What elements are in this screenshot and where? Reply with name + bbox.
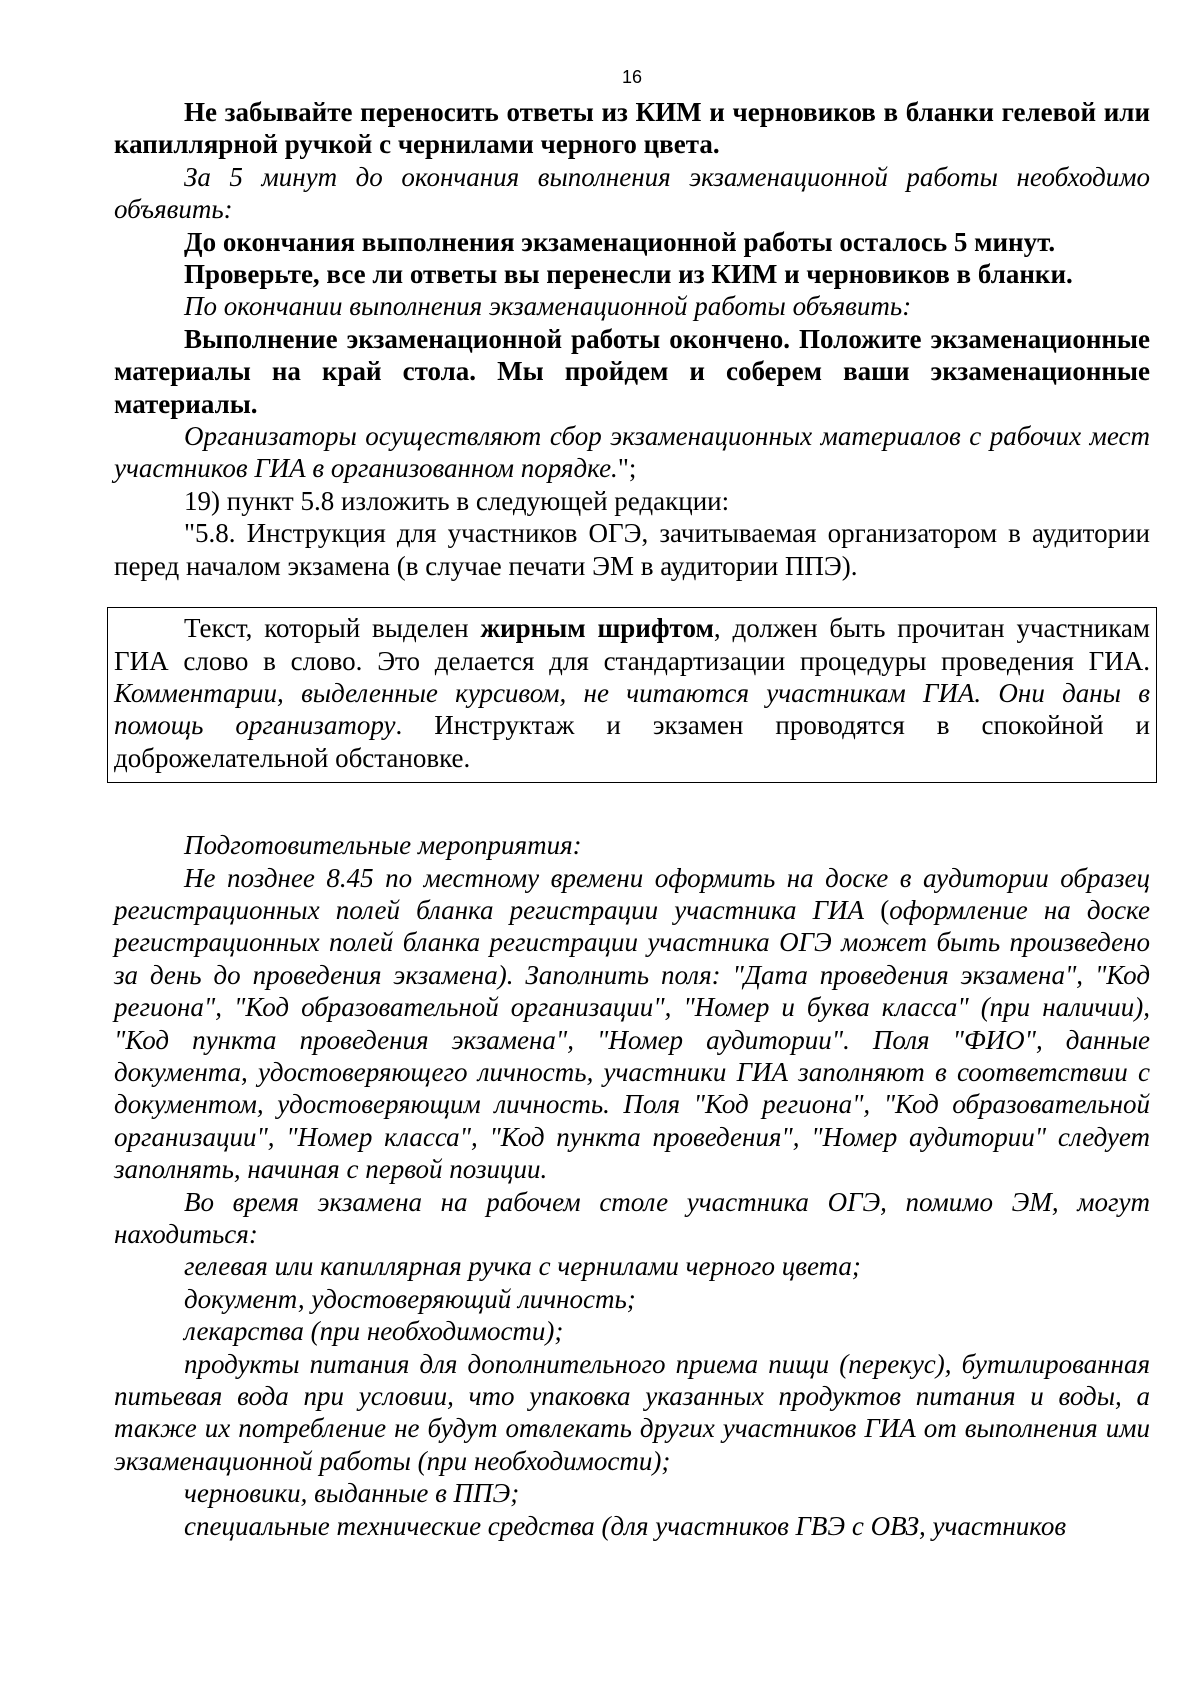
- comment-5-minutes: За 5 минут до окончания выполнения экзаменационной работы необходимо объявить:: [114, 161, 1150, 225]
- collect-materials-tail: ";: [617, 453, 637, 484]
- announcement-5-minutes: До окончания выполнения экзаменационной работы осталось 5 минут.: [184, 226, 1056, 257]
- desk-item: лекарства (при необходимости);: [184, 1316, 564, 1347]
- reminder-transfer-answers: Не забывайте переносить ответы из КИМ и черновиков в бланки гелевой или капиллярной ручкой с чернилами черного цвета.: [114, 97, 1150, 160]
- notice-part3: . Инструктаж и экзамен проводятся в спокойной и доброжелательной обстановке.: [114, 710, 1150, 773]
- desk-item: специальные технические средства (для участников ГВЭ с ОВЗ, участников: [184, 1510, 1067, 1541]
- prep-desk-items-intro: Во время экзамена на рабочем столе участника ОГЭ, помимо ЭМ, могут находиться:: [114, 1186, 1150, 1249]
- announcement-check-answers: Проверьте, все ли ответы вы перенесли из КИМ и черновиков в бланки.: [184, 259, 1073, 290]
- prep-board-text-c: оформление на доске регистрационных полей бланка регистрации участника ОГЭ может быть произведено за день до проведения экзамена). Заполнить поля: "Дата проведения экзамена", "Код региона", "Код образовательной организации", "Номер и буква класса" (при наличии), "Код пункта проведения экзамена", "Номер аудитории". Поля "ФИО", данные документа, удостоверяющего личность, участники ГИА заполняют в соответствии с документом, удостоверяющим личность. Поля "Код региона", "Код образовательной организации", "Номер класса", "Код пункта проведения", "Номер аудитории" следует заполнять, начиная с первой позиции.: [114, 894, 1150, 1185]
- comment-collect-materials: [114, 420, 1150, 485]
- collect-materials-text: Организаторы осуществляют сбор экзаменационных материалов с рабочих мест участников ГИА в организованном порядке.: [114, 421, 1150, 484]
- comment-end-exam: По окончании выполнения экзаменационной работы объявить:: [184, 291, 912, 322]
- announcement-exam-finished: Выполнение экзаменационной работы окончено. Положите экзаменационные материалы на край стола. Мы пройдем и соберем ваши экзаменационные материалы.: [114, 323, 1150, 419]
- page-number: 16: [621, 67, 643, 87]
- notice-text: [114, 612, 1150, 774]
- notice-italic-phrase: Комментарии, выделенные курсивом, не читаются участникам ГИА. Они даны в помощь организатору: [114, 677, 1150, 741]
- item-19: 19) пункт 5.8 изложить в следующей редакции:: [184, 485, 730, 516]
- prep-board-paren: (: [880, 894, 890, 925]
- section-5-8-title: "5.8. Инструкция для участников ОГЭ, зачитываемая организатором в аудитории перед началом экзамена (в случае печати ЭМ в аудитории ППЭ).: [114, 518, 1150, 581]
- desk-item: гелевая или капиллярная ручка с чернилами черного цвета;: [184, 1251, 861, 1282]
- desk-item: продукты питания для дополнительного приема пищи (перекус), бутилированная питьевая вода при условии, что упаковка указанных продуктов питания и воды, а также их потребление не будут отвлекать других участников ГИА от выполнения ими экзаменационной работы (при необходимости);: [114, 1348, 1150, 1476]
- prep-board-text-a: Не позднее 8.45 по местному времени оформить на доске в аудитории образец регистрационных полей бланка регистрации участника ГИА: [114, 862, 1150, 925]
- instruction-notice-box: [107, 607, 1157, 783]
- prep-board-instructions: [114, 862, 1150, 1186]
- desk-item: черновики, выданные в ППЭ;: [184, 1478, 520, 1509]
- notice-part1: Текст, который выделен: [184, 613, 481, 644]
- notice-part2: , должен быть прочитан участникам ГИА слово в слово. Это делается для стандартизации процедуры проведения ГИА.: [114, 613, 1151, 676]
- document-page: [114, 64, 1150, 1542]
- notice-bold-phrase: жирным шрифтом: [480, 613, 714, 644]
- desk-item: документ, удостоверяющий личность;: [184, 1283, 636, 1314]
- prep-heading: Подготовительные мероприятия:: [184, 830, 582, 861]
